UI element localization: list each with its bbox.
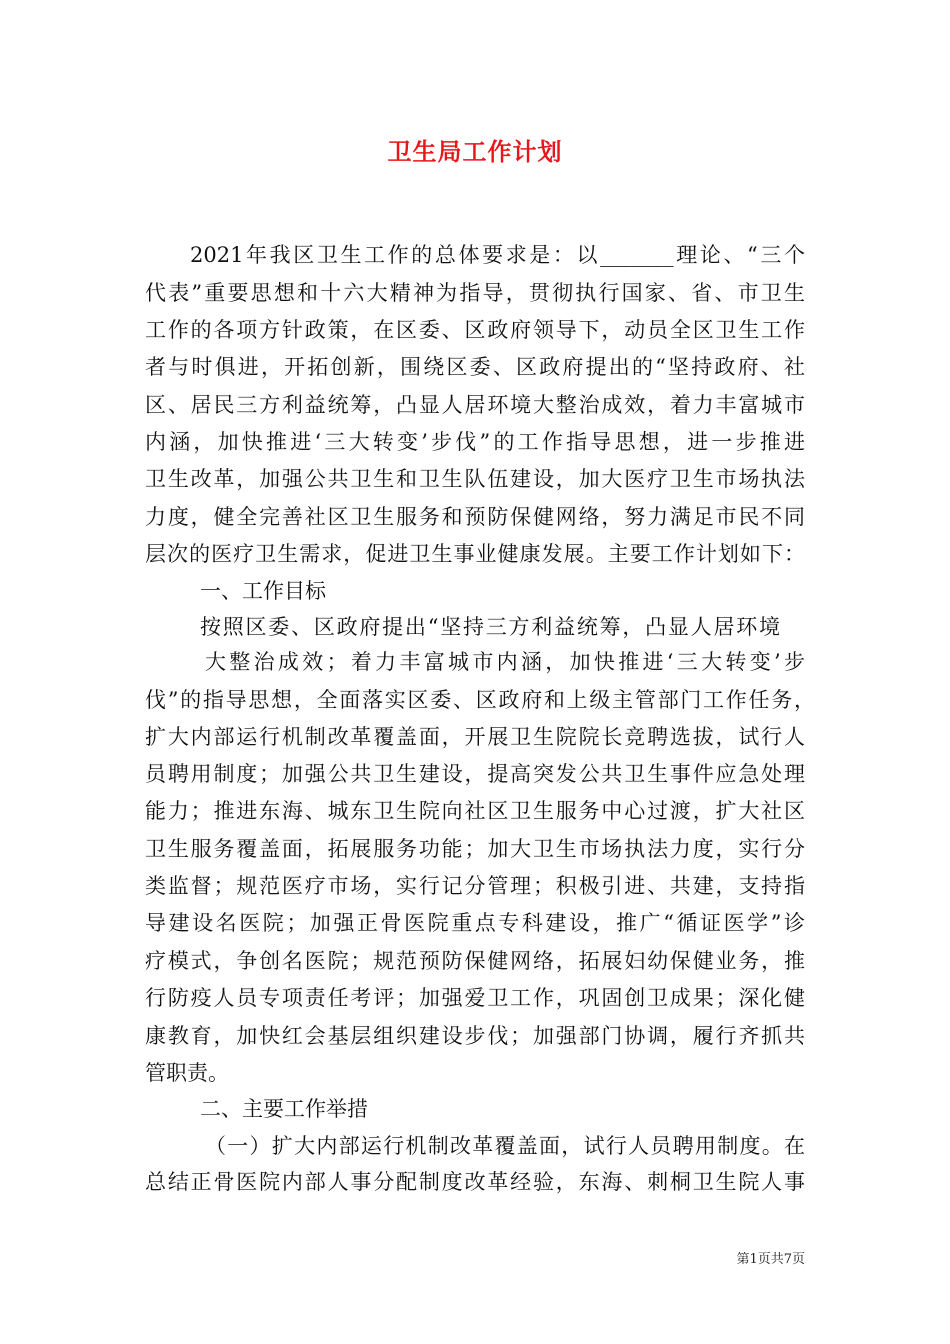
paragraph-line: 区、居民三方利益统筹，凸显人居环境大整治成效，着力丰富城市 [145, 393, 805, 417]
paragraph-line: 卫生改革，加强公共卫生和卫生队伍建设，加大医疗卫生市场执法 [145, 467, 805, 491]
paragraph-line: 疗模式，争创名医院；规范预防保健网络，拓展妇幼保健业务，推 [145, 949, 805, 973]
paragraph-line: （一）扩大内部运行机制改革覆盖面，试行人员聘用制度。在 [205, 1134, 805, 1158]
paragraph-line: 二、主要工作举措 [200, 1097, 368, 1121]
paragraph-line: 工作的各项方针政策，在区委、区政府领导下，动员全区卫生工作 [145, 318, 805, 342]
paragraph-line: 内涵，加快推进‘三大转变’步伐”的工作指导思想，进一步推进 [145, 430, 805, 454]
paragraph-line: 行防疫人员专项责任考评；加强爱卫工作，巩固创卫成果；深化健 [145, 986, 805, 1010]
paragraph-line: 伐”的指导思想，全面落实区委、区政府和上级主管部门工作任务， [145, 688, 815, 712]
paragraph-line: 康教育，加快红会基层组织建设步伐；加强部门协调，履行齐抓共 [145, 1024, 805, 1048]
paragraph-line: 大整治成效；着力丰富城市内涵，加快推进‘三大转变’步 [205, 650, 805, 674]
paragraph-line: 总结正骨医院内部人事分配制度改革经验，东海、刺桐卫生院人事 [145, 1170, 805, 1194]
paragraph-line: 扩大内部运行机制改革覆盖面，开展卫生院院长竞聘选拔，试行人 [145, 725, 805, 749]
paragraph-line: 一、工作目标 [200, 579, 326, 603]
document-title: 卫生局工作计划 [387, 137, 563, 166]
paragraph-line: 按照区委、区政府提出“坚持三方利益统筹，凸显人居环境 [200, 615, 780, 639]
paragraph-line: 力度，健全完善社区卫生服务和预防保健网络，努力满足市民不同 [145, 505, 805, 529]
paragraph-line: 管职责。 [145, 1061, 229, 1085]
paragraph-line: 类监督；规范医疗市场，实行记分管理；积极引进、共建，支持指 [145, 874, 805, 898]
paragraph-line: 员聘用制度；加强公共卫生建设，提高突发公共卫生事件应急处理 [145, 762, 805, 786]
page-number-footer: 第1页共7页 [736, 1252, 805, 1267]
paragraph-line: 者与时俱进，开拓创新，围绕区委、区政府提出的“坚持政府、社 [145, 355, 805, 379]
paragraph-line: 2021年我区卫生工作的总体要求是：以_______理论、“三个 [190, 243, 805, 267]
paragraph-line: 卫生服务覆盖面，拓展服务功能；加大卫生市场执法力度，实行分 [145, 837, 805, 861]
paragraph-line: 代表”重要思想和十六大精神为指导，贯彻执行国家、省、市卫生 [145, 281, 805, 305]
paragraph-line: 层次的医疗卫生需求，促进卫生事业健康发展。主要工作计划如下： [145, 542, 805, 566]
paragraph-line: 能力；推进东海、城东卫生院向社区卫生服务中心过渡，扩大社区 [145, 799, 805, 823]
paragraph-line: 导建设名医院；加强正骨医院重点专科建设，推广“循证医学”诊 [145, 911, 805, 935]
